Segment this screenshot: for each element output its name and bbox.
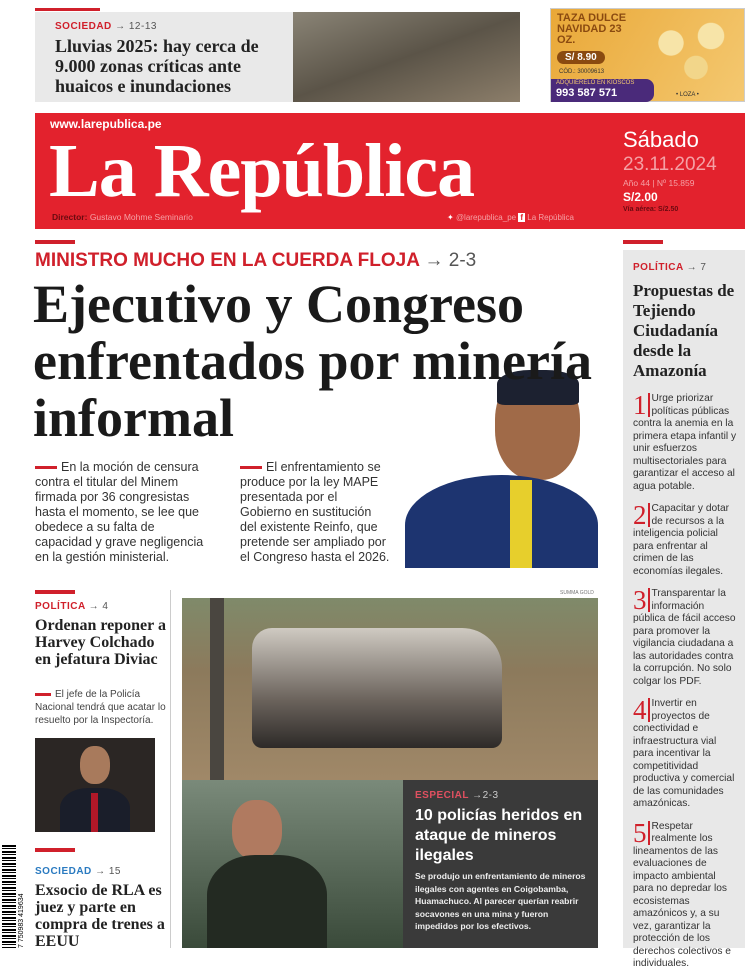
ad-title: TAZA DULCE NAVIDAD 23 OZ. [557, 12, 627, 46]
proposal-text: Urge priorizar políticas públicas contra la anemia en la primera etapa infantil y unir esfuerzos multisectoriales para garantizar el acceso al agua potable. [633, 393, 737, 492]
proposal-text: Transparentar la información pública de fácil acceso para promover la vigilancia ciudadana a las autoridades contra la corrupción. No solo colgar los PDF. [633, 588, 736, 687]
lead-headline[interactable]: Ejecutivo y Congreso enfrentados por minería informal [33, 274, 592, 448]
mugs-image [641, 15, 741, 85]
proposal-item [633, 695, 738, 811]
sidebar-box [623, 250, 745, 969]
director-name: Gustavo Mohme Seminario [89, 212, 193, 222]
special-headline: 10 policías heridos en ataque de mineros ilegales [415, 807, 583, 864]
barcode [2, 845, 16, 948]
story2-body: El jefe de la Policía Nacional tendrá que acatar lo resuelto por la Inspectoría. [35, 689, 166, 726]
ad-cta: ADQUIÉRELO EN KIOSCOS [556, 80, 635, 86]
teaser-kicker: SOCIEDAD [55, 21, 112, 32]
story2-kicker: POLÍTICA → 4 [35, 601, 109, 612]
facebook-page[interactable]: La República [527, 213, 574, 222]
barcode-number: 7 750983 419634 [18, 893, 25, 948]
photo-credit: SUMMA GOLD [560, 590, 594, 596]
police-photo [182, 780, 403, 948]
twitter-handle[interactable]: @larepublica_pe [455, 213, 517, 222]
director-label: Director: [52, 212, 88, 222]
edition: Año 44 | Nº 15.859 [623, 178, 695, 188]
ad-material: • LOZA • [676, 92, 699, 98]
special-box[interactable] [403, 780, 598, 948]
proposal-item [633, 585, 738, 688]
ad-price: S/ 8.90 [557, 51, 605, 64]
proposal-text: Invertir en proyectos de conectividad e infraestructura vial para incentivar la competitividad productiva y comercial de las comunidades amazónicas. [633, 698, 735, 809]
twitter-icon: ✦ [447, 213, 454, 222]
proposal-text: Capacitar y dotar de recursos a la inteligencia policial para enfrentar al crimen de las economías ilegales. [633, 503, 730, 577]
sidebar-headline[interactable]: Propuestas de Tejiendo Ciudadanía desde la Amazonía [633, 281, 735, 380]
proposal-item [633, 817, 738, 971]
teaser-kicker-line [55, 21, 157, 32]
burned-truck-photo [182, 598, 598, 780]
teaser-page: → 12-13 [115, 21, 157, 32]
top-teaser[interactable] [35, 12, 520, 102]
date: 23.11.2024 [623, 154, 717, 175]
proposal-number: 5 [633, 821, 650, 845]
day: Sábado [623, 127, 699, 152]
special-body: Se produjo un enfrentamiento de mineros ilegales con agentes en Coigobamba, Huamachuco. Al parecer querían reabrir socavones en una mina y fueron impedidos por los efectivos. [415, 871, 586, 931]
logo: La República [49, 129, 475, 213]
ad-code: CÓD.: 30009613 [559, 69, 605, 75]
lead-kicker[interactable]: MINISTRO MUCHO EN LA CUERDA FLOJA → 2-3 [35, 250, 477, 271]
facebook-icon: f [520, 213, 524, 222]
sidebar-kicker: POLÍTICA → 7 [633, 262, 707, 273]
proposal-number: 1 [633, 393, 650, 417]
air-price: Vía aérea: S/2.50 [623, 206, 679, 213]
price: S/2.00 [623, 190, 658, 204]
lead-page: → 2-3 [424, 250, 477, 271]
flood-photo [293, 12, 520, 102]
story3-headline[interactable]: Exsocio de RLA es juez y parte en compra de trenes a EEUU [35, 882, 165, 950]
colchado-photo [35, 738, 155, 832]
proposal-item [633, 390, 738, 493]
lead-col2: El enfrentamiento se produce por la ley MAPE presentada por el Gobierno en sustitución del existente Reinfo, que pretende ser ampliado por el Congreso hasta el 2026. [240, 460, 390, 564]
proposal-number: 2 [633, 503, 650, 527]
teaser-headline: Lluvias 2025: hay cerca de 9.000 zonas críticas ante huaicos e inundaciones [55, 36, 259, 96]
masthead [35, 113, 745, 229]
story2-headline[interactable]: Ordenan reponer a Harvey Colchado en jefatura Diviac [35, 617, 166, 668]
site-url[interactable]: www.larepublica.pe [50, 117, 162, 131]
lead-col1: En la moción de censura contra el titular del Minem firmada por 36 congresistas hasta el momento, se lee que obedece a su falta de capacidad y grave negligencia en la gestión ministerial. [35, 460, 204, 564]
story3-kicker: SOCIEDAD → 15 [35, 866, 121, 877]
proposal-number: 3 [633, 588, 650, 612]
proposal-text: Respetar realmente los lineamentos de las evaluaciones de impacto ambiental para no depredar los ecosistemas amazónicos y, a su vez, garantizar la protección de los derechos colectivos e individuales. [633, 820, 731, 969]
proposal-number: 4 [633, 698, 650, 722]
ad-phone: 993 587 571 [556, 87, 618, 99]
mug-ad[interactable] [550, 8, 745, 102]
special-kicker: ESPECIAL →2-3 [415, 790, 499, 801]
proposal-item [633, 500, 738, 578]
